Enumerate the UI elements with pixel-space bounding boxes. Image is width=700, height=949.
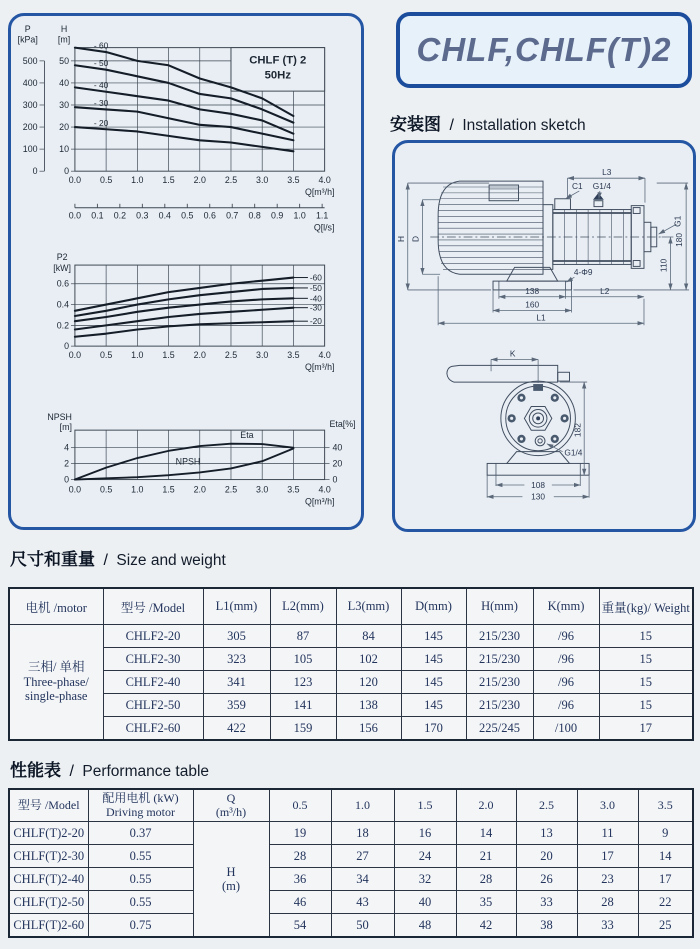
- flow-column-header: 2.5: [516, 789, 577, 822]
- head-value-cell: 25: [638, 914, 693, 938]
- svg-text:-50: -50: [309, 282, 322, 293]
- value-cell: 170: [401, 717, 466, 741]
- value-cell: 422: [203, 717, 270, 741]
- svg-text:H: H: [60, 23, 68, 34]
- svg-text:1.0: 1.0: [131, 175, 144, 186]
- dim-K-label: K: [509, 348, 516, 359]
- svg-text:20: 20: [332, 458, 343, 469]
- column-header: D(mm): [401, 588, 466, 625]
- size-table-row: [9, 694, 693, 717]
- size-heading-en: Size and weight: [116, 552, 226, 569]
- installation-heading-zh: 安装图: [390, 115, 441, 134]
- svg-text:0.5: 0.5: [99, 484, 113, 495]
- svg-text:2.0: 2.0: [193, 349, 206, 360]
- svg-text:-40: -40: [309, 293, 322, 304]
- dim-D-label: D: [410, 235, 421, 242]
- svg-text:0.8: 0.8: [248, 210, 261, 221]
- svg-text:Q[m³/h]: Q[m³/h]: [304, 496, 335, 507]
- column-header: L2(mm): [270, 588, 336, 625]
- svg-text:200: 200: [22, 121, 38, 133]
- svg-text:400: 400: [22, 77, 38, 88]
- head-value-cell: 32: [394, 868, 456, 891]
- svg-text:2.0: 2.0: [193, 175, 206, 186]
- head-value-cell: 11: [577, 822, 638, 845]
- perf-heading-zh: 性能表: [10, 761, 61, 780]
- svg-text:0.6: 0.6: [203, 210, 216, 221]
- svg-text:4: 4: [64, 442, 70, 453]
- svg-text:2.5: 2.5: [224, 349, 238, 360]
- svg-text:0.7: 0.7: [226, 210, 239, 221]
- svg-text:0.5: 0.5: [181, 210, 194, 221]
- motor-power-cell: 0.75: [88, 914, 193, 938]
- head-value-cell: 21: [456, 845, 516, 868]
- column-header: Q (m³/h): [193, 789, 269, 822]
- head-value-cell: 36: [269, 868, 331, 891]
- head-value-cell: 22: [638, 891, 693, 914]
- value-cell: 138: [336, 694, 401, 717]
- flow-column-header: 2.0: [456, 789, 516, 822]
- svg-text:[m]: [m]: [59, 422, 72, 433]
- svg-text:0: 0: [332, 474, 338, 485]
- svg-text:0: 0: [32, 166, 38, 177]
- svg-text:4.0: 4.0: [318, 484, 331, 495]
- size-weight-table: [8, 587, 694, 741]
- svg-text:0.0: 0.0: [68, 484, 82, 495]
- svg-text:20: 20: [59, 121, 70, 133]
- column-header: 重量(kg)/ Weight: [599, 588, 693, 625]
- head-unit-cell: H (m): [193, 822, 269, 938]
- svg-text:1.0: 1.0: [293, 210, 306, 221]
- dim-G1-label: G1: [672, 215, 683, 227]
- svg-text:0.3: 0.3: [136, 210, 149, 221]
- dim-H-label: H: [395, 235, 406, 242]
- value-cell: 156: [336, 717, 401, 741]
- value-cell: 145: [401, 648, 466, 671]
- head-value-cell: 42: [456, 914, 516, 938]
- value-cell: 120: [336, 671, 401, 694]
- svg-text:NPSH: NPSH: [47, 412, 72, 423]
- column-header: 配用电机 (kW) Driving motor: [88, 789, 193, 822]
- svg-text:-20: -20: [309, 316, 322, 327]
- front-view-labels: [510, 349, 583, 502]
- value-cell: /96: [533, 694, 599, 717]
- value-cell: 359: [203, 694, 270, 717]
- column-header: 型号 /Model: [9, 789, 88, 822]
- dim-G14-top-label: G1/4: [592, 180, 611, 191]
- column-header: L3(mm): [336, 588, 401, 625]
- value-cell: 15: [599, 671, 693, 694]
- svg-text:0.4: 0.4: [158, 210, 171, 221]
- svg-text:- 40: - 40: [93, 80, 109, 91]
- heading-divider: /: [103, 552, 108, 569]
- value-cell: 145: [401, 694, 466, 717]
- svg-text:2.0: 2.0: [193, 484, 206, 495]
- value-cell: 215/230: [466, 648, 533, 671]
- head-value-cell: 33: [577, 914, 638, 938]
- head-value-cell: 16: [394, 822, 456, 845]
- svg-text:40: 40: [332, 442, 343, 453]
- svg-text:- 20: - 20: [93, 117, 109, 128]
- value-cell: 141: [270, 694, 336, 717]
- head-value-cell: 35: [456, 891, 516, 914]
- dim-108-label: 108: [531, 479, 546, 490]
- head-value-cell: 28: [577, 891, 638, 914]
- column-header: K(mm): [533, 588, 599, 625]
- head-value-cell: 17: [638, 868, 693, 891]
- svg-text:30: 30: [59, 99, 70, 110]
- svg-text:0.2: 0.2: [56, 320, 70, 331]
- value-cell: 84: [336, 625, 401, 648]
- dim-L3-label: L3: [602, 167, 612, 178]
- svg-text:500: 500: [22, 55, 38, 66]
- head-value-cell: 20: [516, 845, 577, 868]
- head-value-cell: 54: [269, 914, 331, 938]
- performance-table-row: [9, 914, 693, 938]
- side-view-labels: [396, 167, 684, 322]
- svg-text:- 50: - 50: [93, 57, 109, 69]
- dim-180-label: 180: [674, 232, 685, 247]
- svg-text:0.5: 0.5: [99, 175, 113, 186]
- svg-text:3.0: 3.0: [256, 175, 269, 186]
- column-header: L1(mm): [203, 588, 270, 625]
- installation-sketch-panel: [392, 140, 696, 532]
- svg-text:1.1: 1.1: [315, 210, 329, 221]
- dim-160-label: 160: [525, 299, 540, 310]
- svg-text:0.0: 0.0: [68, 210, 82, 221]
- svg-text:[kW]: [kW]: [53, 262, 71, 274]
- svg-text:0.1: 0.1: [91, 210, 104, 221]
- svg-text:- 60: - 60: [93, 40, 109, 51]
- dim-G14-front-label: G1/4: [564, 447, 583, 458]
- value-cell: 17: [599, 717, 693, 741]
- size-table-row: [9, 717, 693, 741]
- svg-text:2.5: 2.5: [224, 484, 238, 495]
- column-header: 型号 /Model: [103, 588, 203, 625]
- model-cell: CHLF(T)2-20: [9, 822, 88, 845]
- installation-sketch-drawing: [395, 143, 693, 529]
- value-cell: 305: [203, 625, 270, 648]
- head-value-cell: 34: [331, 868, 394, 891]
- svg-text:Q[m³/h]: Q[m³/h]: [304, 186, 335, 197]
- value-cell: /100: [533, 717, 599, 741]
- head-value-cell: 14: [638, 845, 693, 868]
- head-value-cell: 27: [331, 845, 394, 868]
- value-cell: /96: [533, 648, 599, 671]
- svg-text:Q[m³/h]: Q[m³/h]: [304, 361, 335, 372]
- performance-curves-panel: [8, 13, 364, 530]
- flow-column-header: 3.0: [577, 789, 638, 822]
- motor-phase-cell: 三相/ 单相 Three-phase/ single-phase: [9, 625, 103, 741]
- svg-text:-60: -60: [309, 272, 322, 283]
- svg-text:1.5: 1.5: [162, 484, 175, 495]
- performance-heading: [10, 756, 209, 781]
- size-table-row: [9, 625, 693, 648]
- model-cell: CHLF2-50: [103, 694, 203, 717]
- value-cell: 123: [270, 671, 336, 694]
- flow-column-header: 3.5: [638, 789, 693, 822]
- series-title: CHLF,CHLF(T)2: [416, 31, 672, 68]
- performance-table-row: [9, 891, 693, 914]
- model-cell: CHLF2-20: [103, 625, 203, 648]
- dim-C1-label: C1: [572, 180, 583, 191]
- model-cell: CHLF(T)2-30: [9, 845, 88, 868]
- svg-text:300: 300: [22, 99, 38, 110]
- svg-text:0.0: 0.0: [68, 175, 82, 186]
- size-table-row: [9, 648, 693, 671]
- svg-text:Q[l/s]: Q[l/s]: [313, 222, 335, 233]
- performance-table: [8, 788, 694, 938]
- value-cell: 159: [270, 717, 336, 741]
- model-cell: CHLF(T)2-50: [9, 891, 88, 914]
- svg-text:0.0: 0.0: [68, 349, 82, 360]
- svg-text:Eta: Eta: [240, 430, 254, 441]
- svg-text:2.5: 2.5: [224, 175, 238, 186]
- dim-182-label: 182: [572, 423, 583, 438]
- head-value-cell: 14: [456, 822, 516, 845]
- svg-text:3.5: 3.5: [287, 175, 300, 186]
- svg-text:3.0: 3.0: [256, 484, 269, 495]
- svg-text:100: 100: [22, 144, 38, 155]
- model-cell: CHLF(T)2-40: [9, 868, 88, 891]
- bolt-holes-label: 4-Φ9: [573, 267, 593, 278]
- value-cell: 145: [401, 625, 466, 648]
- flow-column-header: 1.0: [331, 789, 394, 822]
- svg-text:0: 0: [64, 341, 70, 352]
- value-cell: 225/245: [466, 717, 533, 741]
- svg-text:50Hz: 50Hz: [264, 69, 291, 82]
- head-value-cell: 46: [269, 891, 331, 914]
- size-table-row: [9, 671, 693, 694]
- motor-power-cell: 0.55: [88, 891, 193, 914]
- motor-power-cell: 0.55: [88, 868, 193, 891]
- size-heading-zh: 尺寸和重量: [10, 550, 95, 569]
- pump-curves-chart: [11, 16, 361, 527]
- head-value-cell: 28: [269, 845, 331, 868]
- svg-text:Eta[%]: Eta[%]: [329, 419, 356, 430]
- column-header: 电机 /motor: [9, 588, 103, 625]
- vent-plug-marker: [593, 193, 604, 200]
- heading-divider: /: [69, 763, 74, 780]
- flow-column-header: 1.5: [394, 789, 456, 822]
- head-value-cell: 9: [638, 822, 693, 845]
- series-title-box: [396, 12, 692, 88]
- svg-text:1.5: 1.5: [162, 349, 175, 360]
- svg-text:0.9: 0.9: [271, 210, 284, 221]
- model-cell: CHLF2-60: [103, 717, 203, 741]
- value-cell: 15: [599, 648, 693, 671]
- value-cell: 215/230: [466, 625, 533, 648]
- performance-table-row: [9, 868, 693, 891]
- svg-text:10: 10: [59, 144, 70, 155]
- svg-text:1.5: 1.5: [162, 175, 175, 186]
- value-cell: /96: [533, 671, 599, 694]
- value-cell: 102: [336, 648, 401, 671]
- head-value-cell: 23: [577, 868, 638, 891]
- svg-text:1.0: 1.0: [131, 349, 144, 360]
- svg-text:P: P: [24, 23, 31, 34]
- svg-text:3.5: 3.5: [287, 484, 300, 495]
- performance-table-row: [9, 845, 693, 868]
- value-cell: 341: [203, 671, 270, 694]
- svg-text:1.0: 1.0: [131, 484, 144, 495]
- svg-text:3.5: 3.5: [287, 349, 300, 360]
- value-cell: 215/230: [466, 694, 533, 717]
- dim-L1-label: L1: [536, 312, 546, 323]
- head-value-cell: 48: [394, 914, 456, 938]
- pump-side-view: [430, 181, 661, 290]
- dim-138-label: 138: [525, 285, 540, 296]
- value-cell: 323: [203, 648, 270, 671]
- head-value-cell: 17: [577, 845, 638, 868]
- size-weight-heading: [10, 545, 226, 570]
- installation-heading-en: Installation sketch: [462, 117, 586, 134]
- dim-130-label: 130: [531, 491, 546, 502]
- head-value-cell: 18: [331, 822, 394, 845]
- model-cell: CHLF2-40: [103, 671, 203, 694]
- value-cell: 145: [401, 671, 466, 694]
- value-cell: 15: [599, 625, 693, 648]
- head-value-cell: 50: [331, 914, 394, 938]
- value-cell: 87: [270, 625, 336, 648]
- head-value-cell: 43: [331, 891, 394, 914]
- dim-110-label: 110: [658, 258, 669, 273]
- svg-text:-30: -30: [309, 302, 322, 313]
- svg-text:- 30: - 30: [93, 98, 109, 109]
- svg-text:0.4: 0.4: [56, 299, 70, 310]
- motor-power-cell: 0.55: [88, 845, 193, 868]
- head-value-cell: 26: [516, 868, 577, 891]
- svg-text:0.5: 0.5: [99, 349, 113, 360]
- head-value-cell: 13: [516, 822, 577, 845]
- svg-text:3.0: 3.0: [256, 349, 269, 360]
- svg-text:CHLF (T) 2: CHLF (T) 2: [249, 54, 307, 67]
- svg-text:4.0: 4.0: [318, 175, 331, 186]
- column-header: H(mm): [466, 588, 533, 625]
- svg-text:P2: P2: [56, 252, 68, 263]
- installation-heading: [390, 110, 586, 135]
- dim-L2-label: L2: [600, 285, 610, 296]
- head-value-cell: 24: [394, 845, 456, 868]
- head-value-cell: 38: [516, 914, 577, 938]
- svg-text:0: 0: [64, 166, 70, 177]
- svg-text:[kPa]: [kPa]: [17, 34, 38, 45]
- head-value-cell: 33: [516, 891, 577, 914]
- svg-text:2: 2: [64, 458, 70, 469]
- svg-text:50: 50: [59, 55, 70, 66]
- svg-text:0.6: 0.6: [56, 278, 70, 289]
- perf-heading-en: Performance table: [82, 763, 210, 780]
- svg-text:0.2: 0.2: [113, 210, 127, 221]
- flow-column-header: 0.5: [269, 789, 331, 822]
- head-value-cell: 28: [456, 868, 516, 891]
- svg-text:NPSH: NPSH: [175, 456, 201, 467]
- head-value-cell: 40: [394, 891, 456, 914]
- head-value-cell: 19: [269, 822, 331, 845]
- svg-text:0: 0: [64, 474, 70, 485]
- value-cell: 105: [270, 648, 336, 671]
- value-cell: 215/230: [466, 671, 533, 694]
- value-cell: 15: [599, 694, 693, 717]
- svg-text:[m]: [m]: [57, 34, 71, 45]
- value-cell: /96: [533, 625, 599, 648]
- svg-text:4.0: 4.0: [318, 349, 331, 360]
- model-cell: CHLF(T)2-60: [9, 914, 88, 938]
- heading-divider: /: [449, 117, 454, 134]
- performance-table-row: [9, 822, 693, 845]
- model-cell: CHLF2-30: [103, 648, 203, 671]
- svg-text:40: 40: [59, 77, 70, 88]
- motor-power-cell: 0.37: [88, 822, 193, 845]
